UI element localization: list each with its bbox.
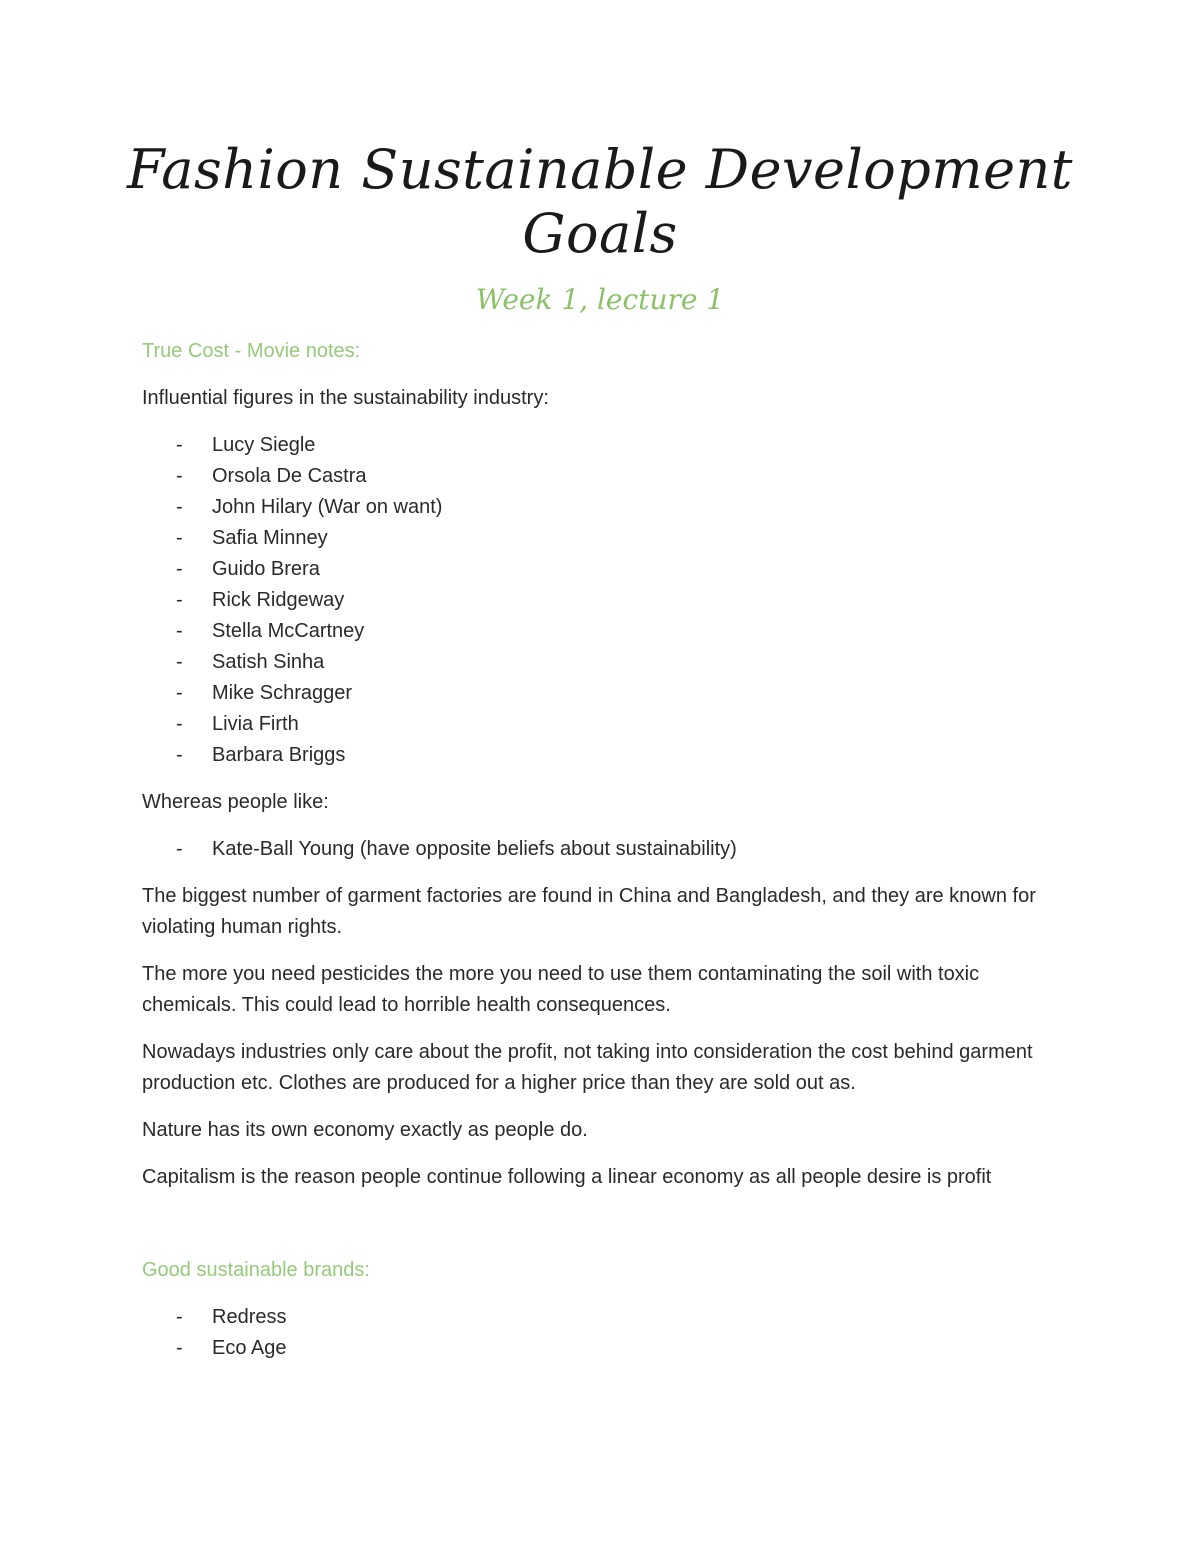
list-item-text: Guido Brera	[212, 558, 320, 580]
dash-bullet: -	[176, 496, 183, 518]
dash-bullet: -	[176, 682, 183, 704]
dash-bullet: -	[176, 434, 183, 456]
dash-bullet: -	[176, 744, 183, 766]
body-paragraph: Nowadays industries only care about the profit, not taking into consideration the cost behind garment production etc. Clothes are produced for a higher price than they are sold out as.	[142, 1041, 1033, 1094]
list-item	[142, 461, 1062, 492]
list-item-text: John Hilary (War on want)	[212, 496, 443, 518]
list-item-text: Lucy Siegle	[212, 434, 316, 456]
list-item	[142, 709, 1062, 740]
whereas-paragraph: Whereas people like:	[142, 791, 329, 813]
dash-bullet: -	[176, 527, 183, 549]
list-item-text: Safia Minney	[212, 527, 328, 549]
influential-figures-list	[142, 430, 1062, 771]
body-paragraph: Nature has its own economy exactly as people do.	[142, 1119, 588, 1141]
list-item	[142, 616, 1062, 647]
list-item	[142, 834, 1062, 865]
list-item	[142, 1302, 1062, 1333]
list-item-text: Mike Schragger	[212, 682, 353, 704]
document-title: Fashion Sustainable Development Goals	[127, 138, 1073, 265]
dash-bullet: -	[176, 651, 183, 673]
body-paragraph: The biggest number of garment factories are found in China and Bangladesh, and they are known for violating human rights.	[142, 885, 1036, 938]
document-subtitle: Week 1, lecture 1	[475, 283, 725, 316]
list-item	[142, 678, 1062, 709]
list-item-text: Eco Age	[212, 1337, 287, 1359]
list-item-text: Rick Ridgeway	[212, 589, 345, 611]
list-item	[142, 554, 1062, 585]
list-item	[142, 1333, 1062, 1364]
list-item-text: Redress	[212, 1306, 287, 1328]
dash-bullet: -	[176, 558, 183, 580]
list-item	[142, 647, 1062, 678]
blank-line	[142, 1209, 1062, 1255]
opposite-figures-list	[142, 834, 1062, 865]
list-item	[142, 523, 1062, 554]
list-item-text: Satish Sinha	[212, 651, 325, 673]
body-paragraph: Capitalism is the reason people continue following a linear economy as all people desire is profit	[142, 1166, 992, 1188]
dash-bullet: -	[176, 465, 183, 487]
section-heading-brands: Good sustainable brands:	[142, 1259, 370, 1281]
list-item-text: Stella McCartney	[212, 620, 365, 642]
dash-bullet: -	[176, 1306, 183, 1328]
list-item-text: Kate-Ball Young (have opposite beliefs about sustainability)	[212, 838, 737, 860]
dash-bullet: -	[176, 620, 183, 642]
document-body	[142, 336, 1062, 1380]
list-item-text: Livia Firth	[212, 713, 299, 735]
list-item-text: Orsola De Castra	[212, 465, 367, 487]
dash-bullet: -	[176, 1337, 183, 1359]
list-item	[142, 430, 1062, 461]
body-paragraph: The more you need pesticides the more you need to use them contaminating the soil with toxic chemicals. This could lead to horrible health consequences.	[142, 963, 980, 1016]
dash-bullet: -	[176, 589, 183, 611]
intro-paragraph: Influential figures in the sustainability industry:	[142, 387, 549, 409]
dash-bullet: -	[176, 713, 183, 735]
dash-bullet: -	[176, 838, 183, 860]
section-heading-true-cost: True Cost - Movie notes:	[142, 340, 361, 362]
list-item	[142, 492, 1062, 523]
list-item-text: Barbara Briggs	[212, 744, 346, 766]
list-item	[142, 740, 1062, 771]
list-item	[142, 585, 1062, 616]
sustainable-brands-list	[142, 1302, 1062, 1364]
